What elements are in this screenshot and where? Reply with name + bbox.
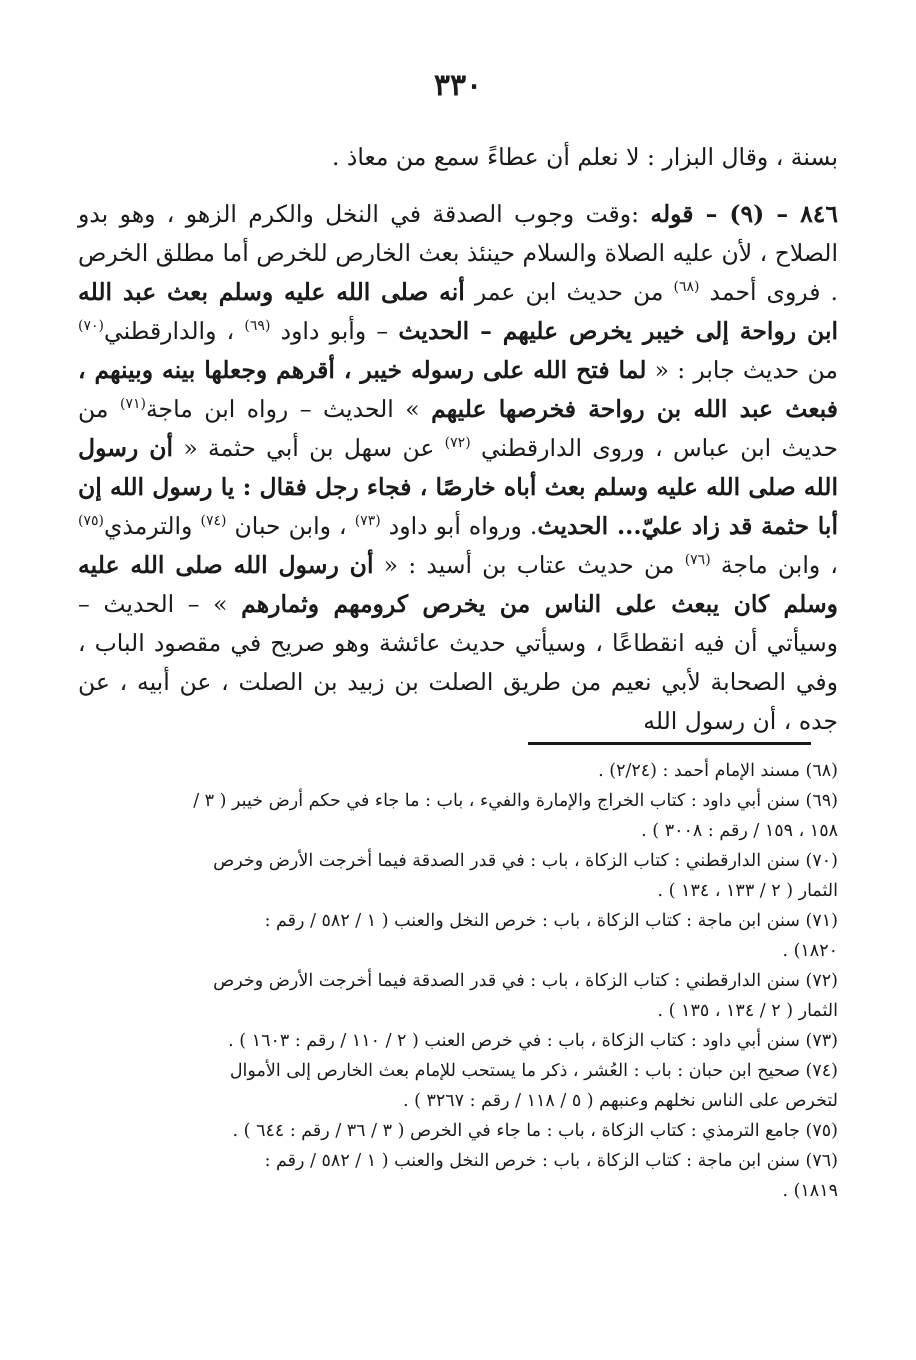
footnote-number: (٧٥) (805, 1121, 838, 1141)
footnote-ref-76[interactable]: (٧٦) (684, 552, 711, 569)
hadith-quote: أنه صلى الله عليه وسلم بعث عبد الله ابن رواحة إلى خيبر يخرص عليهم – الحديث (78, 278, 839, 345)
footnote-text: صحيح ابن حبان : باب : العُشر ، ذكر ما يستحب للإمام بعث الخارص إلى الأموال (229, 1061, 806, 1081)
footnote-74 (78, 1056, 838, 1086)
footnote-69 (78, 786, 838, 816)
footnote-72 (78, 966, 838, 996)
text-segment: من حديث جابر : « (646, 356, 838, 384)
footnote-number: (٧٦) (805, 1151, 838, 1171)
footnote-number: (٧١) (805, 911, 838, 931)
footnote-ref-73[interactable]: (٧٣) (354, 513, 381, 530)
hadith-quote: أن رسول الله صلى الله عليه وسلم كان يبعث على الناس من يخرص كرومهم وثمارهم (78, 551, 838, 618)
paragraph-continuation: بسنة ، وقال البزار : لا نعلم أن عطاءً سمع من معاذ . (331, 143, 838, 171)
footnote-ref-71[interactable]: (٧١) (119, 396, 146, 413)
footnote-70 (78, 846, 838, 876)
footnote-69-continuation: ١٥٨ ، ١٥٩ / رقم : ٣٠٠٨ ) . (641, 821, 838, 841)
footnote-separator (528, 742, 811, 745)
footnote-70-continuation: الثمار ( ٢ / ١٣٣ ، ١٣٤ ) . (657, 881, 838, 901)
footnote-ref-74[interactable]: (٧٤) (200, 513, 227, 530)
page-number: ٣٣٠ (433, 68, 483, 103)
footnote-number: (٦٩) (805, 791, 838, 811)
footnote-ref-68[interactable]: (٦٨) (673, 279, 700, 296)
footnote-text: سنن الدارقطني : كتاب الزكاة ، باب : في قدر الصدقة فيما أخرجت الأرض وخرص (213, 851, 806, 871)
hadith-quote: لما فتح الله على رسوله خيبر ، أقرهم وجعلها بينه وبينهم ، فبعث عبد الله بن رواحة فخرصها عليهم (78, 356, 838, 423)
footnote-text: جامع الترمذي : كتاب الزكاة ، باب : ما جاء في الخرص ( ٣ / ٣٦ / رقم : ٦٤٤ ) . (232, 1121, 806, 1141)
footnote-ref-75[interactable]: (٧٥) (78, 513, 104, 530)
footnote-ref-70[interactable]: (٧٠) (78, 318, 104, 335)
text-segment: ، وابن ماجة (710, 551, 838, 579)
text-segment: والترمذي (103, 512, 201, 540)
footnote-text: سنن أبي داود : كتاب الزكاة ، باب : في خرص العنب ( ٢ / ١١٠ / رقم : ١٦٠٣ ) . (228, 1031, 806, 1051)
text-segment: . ورواه أبو داود (380, 512, 538, 540)
footnote-number: (٧٢) (805, 971, 838, 991)
paragraph-hadith-846 (78, 195, 838, 741)
text-segment: من حديث ابن عمر (464, 278, 674, 306)
footnote-71 (78, 906, 838, 936)
footnote-text: سنن ابن ماجة : كتاب الزكاة ، باب : خرص النخل والعنب ( ١ / ٥٨٢ / رقم : (264, 911, 806, 931)
footnote-text: سنن الدارقطني : كتاب الزكاة ، باب : في قدر الصدقة فيما أخرجت الأرض وخرص (213, 971, 806, 991)
text-segment: ، وابن حبان (226, 512, 355, 540)
footnote-76 (78, 1146, 838, 1176)
footnote-ref-69[interactable]: (٦٩) (244, 318, 271, 335)
text-segment: – وأبو داود (270, 317, 399, 345)
footnote-text: مسند الإمام أحمد : (٢/٢٤) . (598, 761, 806, 781)
footnote-number: (٧٤) (805, 1061, 838, 1081)
text-segment: » – الحديث – وسيأتي أن فيه انقطاعًا ، وسيأتي حديث عائشة وهو صريح في مقصود الباب ، وفي الصحابة لأبي نعيم من طريق الصلت بن زبيد بن الصلت ، عن أبيه ، عن جده ، أن رسول الله (78, 590, 838, 735)
footnote-75 (78, 1116, 838, 1146)
footnote-76-continuation: ١٨١٩) . (782, 1181, 838, 1201)
footnote-74-continuation: لتخرص على الناس نخلهم وعنبهم ( ٥ / ١١٨ / رقم : ٣٢٦٧ ) . (402, 1091, 838, 1111)
footnote-68 (78, 756, 838, 786)
footnote-text: سنن ابن ماجة : كتاب الزكاة ، باب : خرص النخل والعنب ( ١ / ٥٨٢ / رقم : (264, 1151, 806, 1171)
footnote-ref-72[interactable]: (٧٢) (444, 435, 471, 452)
text-segment: من حديث عتاب بن أسيد : « (373, 551, 685, 579)
footnote-71-continuation: ١٨٢٠) . (782, 941, 838, 961)
footnote-number: (٧٠) (805, 851, 838, 871)
footnote-72-continuation: الثمار ( ٢ / ١٣٤ ، ١٣٥ ) . (657, 1001, 838, 1021)
footnote-number: (٧٣) (805, 1031, 838, 1051)
text-segment: ، والدارقطني (103, 317, 245, 345)
footnote-text: سنن أبي داود : كتاب الخراج والإمارة والفيء ، باب : ما جاء في حكم أرض خيبر ( ٣ / (193, 791, 806, 811)
footnote-number: (٦٨) (805, 761, 838, 781)
footnote-73 (78, 1026, 838, 1056)
hadith-quote: أن رسول الله صلى الله عليه وسلم بعث أباه خارصًا ، فجاء رجل فقال : يا رسول الله إن أبا حثمة قد زاد عليّ... الحديث (78, 434, 838, 540)
hadith-number: ٨٤٦ – (٩) – قوله (650, 200, 838, 228)
main-text (78, 138, 838, 741)
text-segment: :وقت وجوب الصدقة في النخل والكرم الزهو ، وهو بدو الصلاح ، لأن عليه الصلاة والسلام حينئذ بعث الخارص للخرص أما مطلق الخرص . فروى أحمد (78, 200, 839, 306)
text-segment: عن سهل بن أبي حثمة « (173, 434, 445, 462)
text-segment: من حديث ابن عباس ، وروى الدارقطني (78, 395, 838, 462)
text-segment: » الحديث – رواه ابن ماجة (145, 395, 432, 423)
footnotes (78, 756, 838, 1206)
